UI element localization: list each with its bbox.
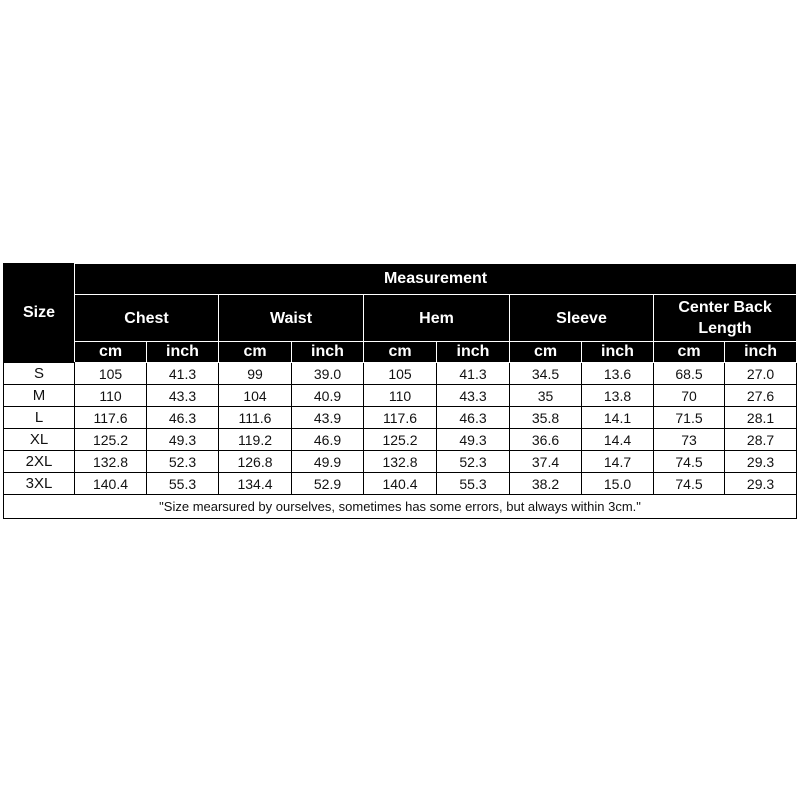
unit-header-inch: inch [147,342,219,363]
measurement-cell: 125.2 [75,429,147,451]
table-row [4,451,797,473]
center-back-length-header: Center Back Length [654,295,797,342]
measurement-cell: 68.5 [654,363,725,385]
chest-header: Chest [75,295,219,342]
unit-header-cm: cm [219,342,292,363]
table-row [4,385,797,407]
measurement-cell: 46.3 [147,407,219,429]
measurement-cell: 70 [654,385,725,407]
measurement-cell: 111.6 [219,407,292,429]
measurement-cell: 52.3 [437,451,510,473]
measurement-cell: 110 [75,385,147,407]
unit-header-inch: inch [292,342,364,363]
measurement-cell: 105 [75,363,147,385]
measurement-cell: 52.9 [292,473,364,495]
unit-header-inch: inch [437,342,510,363]
measurement-cell: 110 [364,385,437,407]
unit-header-cm: cm [364,342,437,363]
measurement-cell: 46.3 [437,407,510,429]
measurement-cell: 117.6 [75,407,147,429]
measurement-cell: 73 [654,429,725,451]
measurement-cell: 71.5 [654,407,725,429]
measurement-cell: 49.9 [292,451,364,473]
measurement-cell: 104 [219,385,292,407]
measurement-cell: 41.3 [147,363,219,385]
size-rows [4,363,797,495]
measurement-cell: 40.9 [292,385,364,407]
measurement-cell: 55.3 [437,473,510,495]
measurement-cell: 29.3 [725,473,797,495]
table-row [4,407,797,429]
measurement-cell: 14.7 [582,451,654,473]
unit-header-inch: inch [582,342,654,363]
size-label: M [4,385,75,407]
measurement-cell: 132.8 [364,451,437,473]
measurement-cell: 46.9 [292,429,364,451]
waist-header: Waist [219,295,364,342]
measurement-cell: 125.2 [364,429,437,451]
measurement-cell: 15.0 [582,473,654,495]
measurement-cell: 36.6 [510,429,582,451]
measurement-cell: 14.1 [582,407,654,429]
measurement-cell: 140.4 [75,473,147,495]
measurement-cell: 13.6 [582,363,654,385]
measurement-cell: 28.1 [725,407,797,429]
measurement-cell: 35.8 [510,407,582,429]
measurement-cell: 126.8 [219,451,292,473]
size-note: "Size mearsured by ourselves, sometimes has some errors, but always within 3cm." [4,495,797,519]
measurement-group-header: Measurement [75,264,797,295]
measurement-cell: 38.2 [510,473,582,495]
size-chart-table [3,263,797,519]
measurement-cell: 132.8 [75,451,147,473]
measurement-cell: 34.5 [510,363,582,385]
hem-header: Hem [364,295,510,342]
measurement-cell: 14.4 [582,429,654,451]
unit-header-inch: inch [725,342,797,363]
measurement-cell: 39.0 [292,363,364,385]
measurement-cell: 28.7 [725,429,797,451]
unit-header-cm: cm [75,342,147,363]
measurement-cell: 99 [219,363,292,385]
measurement-cell: 29.3 [725,451,797,473]
table-row [4,429,797,451]
sleeve-header: Sleeve [510,295,654,342]
measurement-cell: 134.4 [219,473,292,495]
measurement-cell: 74.5 [654,451,725,473]
measurement-cell: 117.6 [364,407,437,429]
measurement-cell: 43.3 [147,385,219,407]
unit-header-cm: cm [654,342,725,363]
measurement-cell: 52.3 [147,451,219,473]
measurement-cell: 41.3 [437,363,510,385]
measurement-cell: 27.0 [725,363,797,385]
measurement-cell: 140.4 [364,473,437,495]
table-row [4,473,797,495]
measurement-cell: 119.2 [219,429,292,451]
size-label: 3XL [4,473,75,495]
measurement-cell: 43.9 [292,407,364,429]
size-label: XL [4,429,75,451]
unit-header-cm: cm [510,342,582,363]
measurement-cell: 35 [510,385,582,407]
measurement-cell: 105 [364,363,437,385]
measurement-cell: 74.5 [654,473,725,495]
measurement-cell: 49.3 [147,429,219,451]
measurement-cell: 55.3 [147,473,219,495]
table-row [4,363,797,385]
measurement-cell: 43.3 [437,385,510,407]
size-column-header: Size [4,264,75,363]
measurement-cell: 37.4 [510,451,582,473]
measurement-cell: 13.8 [582,385,654,407]
unit-header-row [4,342,797,363]
size-label: S [4,363,75,385]
measurement-cell: 27.6 [725,385,797,407]
size-label: 2XL [4,451,75,473]
size-label: L [4,407,75,429]
measurement-cell: 49.3 [437,429,510,451]
